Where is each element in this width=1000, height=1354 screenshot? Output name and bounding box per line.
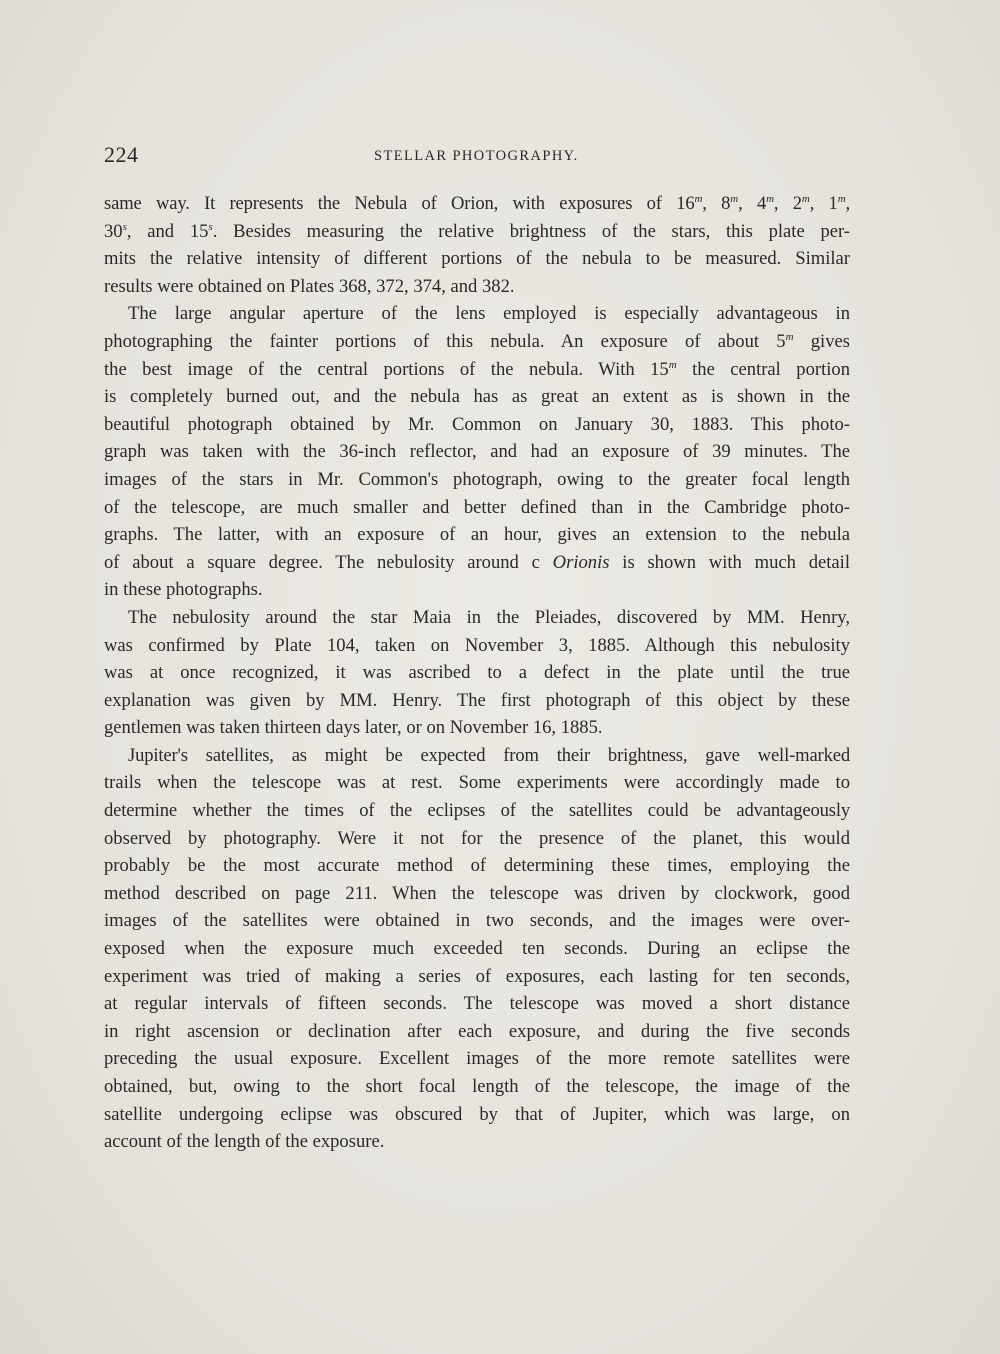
text-line: same way. It represents the Nebula of Orion, with exposures of 16$^m$, 8$^m$, 4$^m$, 2$^m$, 1$^m$,	[104, 193, 850, 214]
text-line: method described on page 211. When the telescope was driven by clockwork, good	[104, 882, 850, 904]
text-line: graph was taken with the 36-inch reflector, and had an exposure of 39 minutes. The	[104, 441, 850, 463]
text-line: is completely burned out, and the nebula has as great an extent as is shown in the	[104, 386, 850, 408]
text-line: images of the stars in Mr. Common's photograph, owing to the greater focal length	[104, 468, 850, 490]
text-line: photographing the fainter portions of this nebula. An exposure of about 5$^m$ gives	[104, 330, 850, 352]
running-head: STELLAR PHOTOGRAPHY.	[374, 148, 579, 164]
text-line: determine whether the times of the eclipses of the satellites could be advantageously	[104, 800, 850, 822]
text-line: results were obtained on Plates 368, 372, 374, and 382.	[104, 275, 515, 297]
body-text	[104, 190, 850, 1156]
text-line: at regular intervals of fifteen seconds. The telescope was moved a short distance	[104, 993, 850, 1015]
text-line: observed by photography. Were it not for the presence of the planet, this would	[104, 827, 850, 849]
text-line: was at once recognized, it was ascribed to a defect in the plate until the true	[104, 662, 850, 684]
text-line: beautiful photograph obtained by Mr. Common on January 30, 1883. This photo-	[104, 413, 850, 435]
text-line: mits the relative intensity of different portions of the nebula to be measured. Similar	[104, 248, 850, 270]
text-line: in these photographs.	[104, 579, 263, 601]
page-header	[104, 142, 854, 172]
text-line: trails when the telescope was at rest. Some experiments were accordingly made to	[104, 772, 850, 794]
paragraph	[104, 190, 850, 300]
text-line: The large angular aperture of the lens employed is especially advantageous in	[128, 303, 850, 325]
text-line: preceding the usual exposure. Excellent images of the more remote satellites were	[104, 1048, 850, 1070]
text-line: of about a square degree. The nebulosity around c Orionis is shown with much detail	[104, 551, 850, 573]
text-line: account of the length of the exposure.	[104, 1131, 385, 1153]
text-line: the best image of the central portions of the nebula. With 15$^m$ the central portion	[104, 358, 850, 380]
text-line: graphs. The latter, with an exposure of an hour, gives an extension to the nebula	[104, 524, 850, 546]
text-line: experiment was tried of making a series of exposures, each lasting for ten seconds,	[104, 965, 850, 987]
text-line: The nebulosity around the star Maia in the Pleiades, discovered by MM. Henry,	[128, 606, 850, 628]
text-line: 30$^s$, and 15$^s$. Besides measuring the relative brightness of the stars, this plate per-	[104, 220, 850, 242]
page-number: 224	[104, 142, 139, 167]
paragraph	[104, 742, 850, 1156]
text-line: explanation was given by MM. Henry. The first photograph of this object by these	[104, 689, 850, 711]
paragraph	[104, 300, 850, 604]
text-line: gentlemen was taken thirteen days later, or on November 16, 1885.	[104, 717, 603, 739]
text-line: obtained, but, owing to the short focal length of the telescope, the image of the	[104, 1076, 850, 1097]
text-line: images of the satellites were obtained in two seconds, and the images were over-	[104, 910, 850, 932]
paragraph	[104, 604, 850, 742]
text-line: exposed when the exposure much exceeded ten seconds. During an eclipse the	[104, 938, 850, 960]
text-line: satellite undergoing eclipse was obscured by that of Jupiter, which was large, on	[104, 1103, 850, 1125]
text-line: probably be the most accurate method of determining these times, employing the	[104, 855, 850, 877]
text-line: of the telescope, are much smaller and better defined than in the Cambridge photo-	[104, 496, 850, 518]
text-line: was confirmed by Plate 104, taken on November 3, 1885. Although this nebulosity	[104, 634, 850, 656]
text-line: in right ascension or declination after each exposure, and during the five seconds	[104, 1020, 850, 1042]
text-line: Jupiter's satellites, as might be expected from their brightness, gave well-marked	[128, 744, 850, 766]
